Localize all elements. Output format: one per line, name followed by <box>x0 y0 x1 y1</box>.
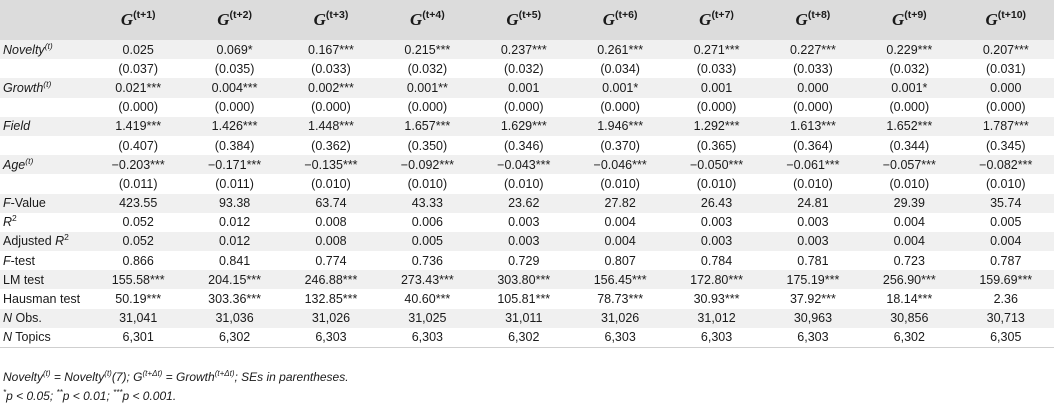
table-row-age <box>0 155 1054 174</box>
table-row-growth-se <box>0 98 1054 117</box>
label-text: Novelty <box>3 370 44 384</box>
superscript-text: *** <box>113 388 123 397</box>
table-cell: (0.000) <box>503 100 544 115</box>
table-cell: −0.043*** <box>497 157 551 172</box>
table-row-novelty-se <box>0 59 1054 78</box>
column-header-symbol: G <box>891 10 905 29</box>
column-header-g7 <box>668 0 764 40</box>
column-header-g2 <box>186 0 282 40</box>
table-cell: 0.003 <box>797 215 829 230</box>
table-cell: 93.38 <box>218 196 251 211</box>
table-cell: 23.62 <box>508 196 540 211</box>
header-blank-cell <box>0 0 90 40</box>
table-cell: 423.55 <box>119 196 158 211</box>
table-cell: −0.061*** <box>786 157 840 172</box>
table-cell: 1.652*** <box>886 119 933 134</box>
table-cell: 1.657*** <box>404 119 451 134</box>
table-cell: 0.052 <box>122 234 154 249</box>
column-header-superscript: (t+2) <box>229 9 252 21</box>
table-cell: 31,041 <box>119 311 158 326</box>
label-text: ; SEs in parentheses. <box>234 370 349 384</box>
superscript-text: (t+Δt) <box>142 369 163 378</box>
table-row-age-se <box>0 174 1054 193</box>
table-cell: 0.807 <box>604 253 636 268</box>
label-text: Field <box>3 119 31 134</box>
table-cell: (0.033) <box>311 61 351 76</box>
label-text: N <box>3 330 13 345</box>
table-cell: 31,011 <box>505 311 543 326</box>
table-cell: 0.227*** <box>789 42 836 57</box>
column-header-g3 <box>283 0 379 40</box>
table-cell: 156.45*** <box>593 272 647 287</box>
table-cell: (0.364) <box>793 138 833 153</box>
table-cell: 6,301 <box>90 328 186 347</box>
superscript-text: (t) <box>43 369 51 378</box>
label-text: = Novelty <box>50 370 105 384</box>
row-label <box>0 270 90 289</box>
table-cell: 0.215*** <box>404 42 451 57</box>
table-cell: (0.010) <box>311 176 351 191</box>
table-row-growth <box>0 78 1054 97</box>
label-text: R <box>3 215 13 230</box>
table-cell: (0.000) <box>214 100 255 115</box>
label-text: Obs. <box>12 311 42 326</box>
table-row-novelty <box>0 40 1054 59</box>
table-cell: (0.010) <box>696 176 737 191</box>
table-cell: 0.000 <box>797 80 829 95</box>
column-header-symbol: G <box>313 10 326 29</box>
table-row-f-value <box>0 194 1054 213</box>
table-cell: 0.001* <box>891 80 928 95</box>
table-cell: 26.43 <box>700 196 733 211</box>
table-cell: 6,303 <box>572 328 668 347</box>
column-header-g10 <box>958 0 1054 40</box>
table-cell: 0.004 <box>893 234 925 249</box>
table-cell: −0.171*** <box>207 157 262 172</box>
table-cell: 0.005 <box>990 215 1022 230</box>
table-cell: (0.032) <box>889 61 930 76</box>
note-significance <box>3 387 349 406</box>
superscript-text: (t) <box>43 78 52 89</box>
table-cell: 50.19*** <box>115 292 162 307</box>
column-header-g9 <box>861 0 957 40</box>
table-cell: 31,012 <box>697 311 736 326</box>
table-cell: 1.613*** <box>789 119 836 134</box>
column-header-symbol: G <box>699 10 712 29</box>
table-row-n-obs <box>0 309 1054 328</box>
table-cell: 0.008 <box>315 215 347 230</box>
column-header-superscript: (t+5) <box>518 9 542 21</box>
column-header-superscript: (t+10) <box>997 9 1027 21</box>
label-text: F <box>3 196 11 211</box>
table-cell: (0.034) <box>600 61 640 76</box>
table-cell: 0.003 <box>700 234 733 249</box>
table-cell: 273.43*** <box>400 272 454 287</box>
table-cell: 0.001 <box>700 80 733 95</box>
table-cell: 0.004 <box>604 234 636 249</box>
label-text: N <box>3 311 13 326</box>
table-row-lm-test <box>0 270 1054 289</box>
table-cell: 63.74 <box>315 196 347 211</box>
table-cell: 172.80*** <box>690 272 743 287</box>
table-cell: 0.003 <box>700 215 733 230</box>
table-cell: −0.203*** <box>111 157 165 172</box>
table-cell: (0.362) <box>311 138 351 153</box>
table-cell: (0.032) <box>407 61 448 76</box>
row-label <box>0 328 90 347</box>
table-cell: 0.025 <box>122 42 154 57</box>
table-cell: 31,036 <box>215 311 254 326</box>
table-cell: (0.010) <box>407 176 448 191</box>
row-label <box>0 117 90 136</box>
table-cell: 0.207*** <box>982 42 1029 57</box>
table-cell: 31,026 <box>601 311 640 326</box>
superscript-text: ** <box>56 388 63 397</box>
table-row-field <box>0 117 1054 136</box>
table-cell: 6,302 <box>861 328 957 347</box>
table-cell: 105.81*** <box>497 292 551 307</box>
table-cell: 0.012 <box>218 234 251 249</box>
table-cell: 6,303 <box>668 328 764 347</box>
table-cell: 246.88*** <box>304 272 358 287</box>
row-label <box>0 289 90 308</box>
table-cell: 2.36 <box>993 292 1018 307</box>
table-cell: 1.448*** <box>308 119 354 134</box>
column-header-g8 <box>765 0 861 40</box>
column-header-symbol: G <box>409 10 423 29</box>
table-cell: (0.407) <box>118 138 158 153</box>
table-cell: 0.784 <box>700 253 733 268</box>
table-cell: −0.092*** <box>400 157 454 172</box>
table-cell: 0.167*** <box>308 42 354 57</box>
column-header-superscript: (t+7) <box>711 9 734 21</box>
table-cell: (0.010) <box>503 176 544 191</box>
column-header-superscript: (t+9) <box>904 9 927 21</box>
table-cell: 0.841 <box>218 253 251 268</box>
table-cell: 0.003 <box>797 234 829 249</box>
table-cell: (0.000) <box>793 100 833 115</box>
note-definitions <box>3 368 349 387</box>
table-cell: 0.229*** <box>886 42 933 57</box>
table-cell: 0.001* <box>602 80 639 95</box>
table-cell: (0.010) <box>793 176 833 191</box>
table-cell: 31,026 <box>311 311 351 326</box>
table-cell: (0.344) <box>889 138 930 153</box>
table-cell: (0.037) <box>118 61 158 76</box>
column-header-symbol: G <box>985 10 998 29</box>
table-cell: 204.15*** <box>208 272 261 287</box>
table-cell: 303.80*** <box>497 272 551 287</box>
table-cell: 0.001 <box>508 80 540 95</box>
table-cell: (0.000) <box>407 100 448 115</box>
superscript-text: 2 <box>64 232 69 243</box>
table-cell: 0.005 <box>411 234 443 249</box>
table-cell: 6,303 <box>379 328 475 347</box>
table-cell: 78.73*** <box>597 292 644 307</box>
table-cell: −0.082*** <box>979 157 1033 172</box>
table-cell: (0.033) <box>793 61 833 76</box>
table-cell: 27.82 <box>604 196 636 211</box>
table-cell: 6,303 <box>765 328 861 347</box>
table-cell: 1.292*** <box>693 119 740 134</box>
table-cell: 6,302 <box>186 328 282 347</box>
label-text: = Growth <box>162 370 215 384</box>
table-cell: 0.866 <box>122 253 154 268</box>
table-cell: 0.000 <box>990 80 1022 95</box>
column-header-symbol: G <box>602 10 616 29</box>
column-header-superscript: (t+4) <box>422 9 445 21</box>
table-cell: (0.350) <box>407 138 448 153</box>
table-cell: (0.035) <box>214 61 255 76</box>
table-cell: (0.011) <box>118 176 158 191</box>
table-cell: −0.046*** <box>593 157 647 172</box>
label-text: F <box>3 253 11 268</box>
table-cell: 0.008 <box>315 234 347 249</box>
label-text: Novelty <box>3 42 45 57</box>
table-cell: 1.787*** <box>982 119 1029 134</box>
table-cell: 31,025 <box>408 311 447 326</box>
column-header-symbol: G <box>217 10 230 29</box>
label-text: Topics <box>12 330 51 345</box>
table-cell: 37.92*** <box>789 292 836 307</box>
table-cell: 0.787 <box>990 253 1022 268</box>
row-label <box>0 40 90 59</box>
superscript-text: (t) <box>25 155 34 166</box>
row-label <box>0 136 90 155</box>
table-cell: 6,303 <box>283 328 379 347</box>
superscript-text: 2 <box>12 213 17 224</box>
superscript-text: (t) <box>104 369 112 378</box>
table-cell: 0.003 <box>508 215 540 230</box>
row-label <box>0 59 90 78</box>
table-cell: (0.345) <box>985 138 1026 153</box>
label-text: p < 0.01; <box>62 389 114 403</box>
table-row-f-test <box>0 251 1054 270</box>
table-cell: (0.000) <box>696 100 737 115</box>
table-cell: 0.069* <box>216 42 253 57</box>
label-text: -Value <box>10 196 46 211</box>
table-cell: 0.012 <box>218 215 251 230</box>
column-header-g5 <box>476 0 572 40</box>
table-cell: 155.58*** <box>111 272 165 287</box>
table-cell: 0.052 <box>122 215 154 230</box>
table-cell: 1.946*** <box>597 119 644 134</box>
table-cell: 0.001** <box>406 80 448 95</box>
column-header-symbol: G <box>506 10 519 29</box>
label-text: Age <box>3 157 26 172</box>
table-cell: (0.000) <box>889 100 930 115</box>
table-cell: 0.003 <box>508 234 540 249</box>
column-header-superscript: (t+6) <box>615 9 638 21</box>
table-cell: 1.419*** <box>115 119 162 134</box>
column-header-g1 <box>90 0 186 40</box>
table-cell: 30,713 <box>986 311 1025 326</box>
table-cell: 6,305 <box>958 328 1054 347</box>
table-cell: (0.000) <box>985 100 1026 115</box>
table-cell: 30.93*** <box>693 292 740 307</box>
table-row-hausman <box>0 289 1054 308</box>
table-cell: 18.14*** <box>886 292 933 307</box>
label-text: p < 0.05; <box>6 389 57 403</box>
table-cell: 0.237*** <box>500 42 547 57</box>
table-cell: (0.031) <box>985 61 1026 76</box>
label-text: (7); G <box>111 370 143 384</box>
table-cell: 0.781 <box>797 253 829 268</box>
row-label <box>0 251 90 270</box>
table-cell: (0.000) <box>600 100 640 115</box>
table-cell: 0.723 <box>893 253 925 268</box>
column-header-superscript: (t+3) <box>325 9 349 21</box>
label-text: -test <box>10 253 35 268</box>
table-cell: 24.81 <box>797 196 829 211</box>
table-cell: 0.004 <box>604 215 636 230</box>
table-cell: 6,302 <box>476 328 572 347</box>
label-text: p < 0.001. <box>122 389 177 403</box>
column-header-g6 <box>572 0 668 40</box>
table-row-r2 <box>0 213 1054 232</box>
table-cell: 175.19*** <box>786 272 840 287</box>
row-label <box>0 78 90 97</box>
table-cell: (0.365) <box>696 138 737 153</box>
table-cell: (0.000) <box>311 100 351 115</box>
label-text: Adjusted <box>3 234 56 249</box>
table-cell: 0.002*** <box>308 80 354 95</box>
table-cell: 0.729 <box>508 253 540 268</box>
superscript-text: (t) <box>44 40 53 51</box>
column-header-superscript: (t+8) <box>807 9 831 21</box>
table-cell: (0.010) <box>600 176 640 191</box>
row-label <box>0 309 90 328</box>
table-cell: 0.006 <box>411 215 443 230</box>
label-text: LM test <box>3 272 44 287</box>
table-cell: 0.021*** <box>115 80 162 95</box>
table-cell: (0.346) <box>503 138 544 153</box>
table-row-field-se <box>0 136 1054 155</box>
table-cell: (0.033) <box>696 61 737 76</box>
column-header-symbol: G <box>795 10 808 29</box>
table-cell: (0.011) <box>215 176 254 191</box>
table-cell: (0.384) <box>214 138 255 153</box>
table-cell: 0.261*** <box>597 42 644 57</box>
table-cell: −0.057*** <box>882 157 936 172</box>
table-cell: 132.85*** <box>304 292 358 307</box>
table-cell: (0.010) <box>985 176 1026 191</box>
table-cell: 0.271*** <box>693 42 740 57</box>
column-header-g4 <box>379 0 475 40</box>
table-notes <box>3 368 349 406</box>
table-row-adj-r2 <box>0 232 1054 251</box>
superscript-text: (t+Δt) <box>214 369 235 378</box>
row-label <box>0 155 90 174</box>
table-header-row <box>0 0 1054 40</box>
table-cell: 40.60*** <box>404 292 451 307</box>
row-label <box>0 213 90 232</box>
table-cell: 0.004 <box>990 234 1022 249</box>
table-cell: −0.135*** <box>304 157 358 172</box>
table-cell: 256.90*** <box>882 272 936 287</box>
column-header-symbol: G <box>120 10 134 29</box>
column-header-superscript: (t+1) <box>133 9 156 21</box>
table-cell: 1.426*** <box>211 119 258 134</box>
table-cell: 43.33 <box>411 196 443 211</box>
table-cell: 29.39 <box>893 196 925 211</box>
row-label <box>0 232 90 251</box>
table-body <box>0 40 1054 347</box>
label-text: Hausman test <box>3 292 81 307</box>
table-cell: 0.774 <box>315 253 347 268</box>
label-text: R <box>55 234 65 249</box>
row-label <box>0 194 90 213</box>
table-cell: 0.004 <box>893 215 925 230</box>
superscript-text: * <box>3 388 7 397</box>
table-cell: 0.736 <box>411 253 443 268</box>
table-cell: 30,963 <box>793 311 833 326</box>
table-cell: 303.36*** <box>208 292 261 307</box>
table-cell: −0.050*** <box>689 157 744 172</box>
table-cell: 159.69*** <box>979 272 1033 287</box>
label-text: Growth <box>3 80 44 95</box>
table-cell: (0.032) <box>503 61 544 76</box>
row-label <box>0 98 90 117</box>
row-label <box>0 174 90 193</box>
table-cell: 0.004*** <box>211 80 258 95</box>
table-cell: 30,856 <box>890 311 929 326</box>
table-cell: (0.000) <box>118 100 158 115</box>
table-cell: 35.74 <box>990 196 1022 211</box>
table-cell: 1.629*** <box>500 119 547 134</box>
table-cell: (0.010) <box>889 176 930 191</box>
table-row-n-topics <box>0 328 1054 347</box>
table-cell: (0.370) <box>600 138 640 153</box>
